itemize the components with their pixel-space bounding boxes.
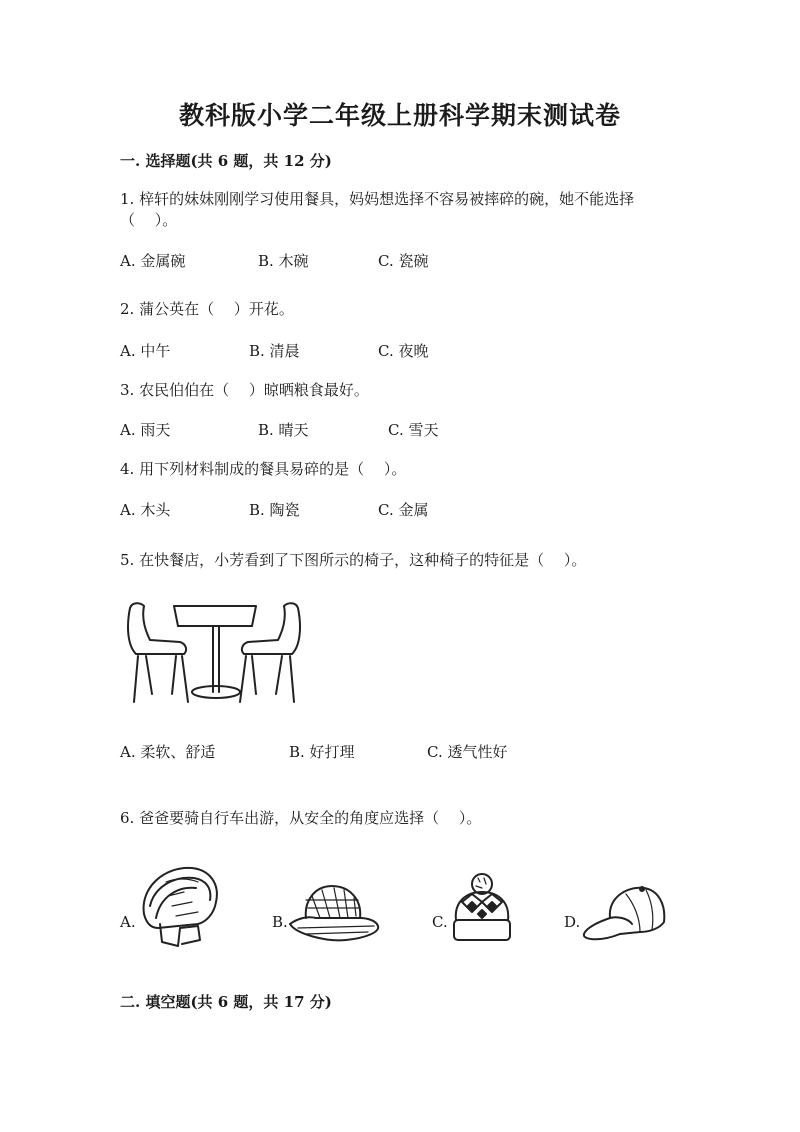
question-1-line-1: 1. 梓轩的妹妹刚刚学习使用餐具，妈妈想选择不容易被摔碎的碗，她不能选择: [120, 190, 635, 208]
straw-hat-icon: [286, 880, 382, 944]
table-chairs-icon: [124, 598, 304, 710]
question-4-option-c: C. 金属: [378, 501, 429, 519]
question-6-option-b-label: B.: [272, 913, 288, 931]
question-6-option-d-label: D.: [564, 913, 581, 931]
page-title: 教科版小学二年级上册科学期末测试卷: [178, 101, 621, 130]
question-3-option-b: B. 晴天: [258, 421, 309, 439]
question-6-text: 6. 爸爸要骑自行车出游，从安全的角度应选择（ ）。: [120, 809, 482, 827]
question-2-text: 2. 蒲公英在（ ）开花。: [120, 300, 294, 318]
question-5-option-c: C. 透气性好: [427, 743, 508, 761]
section-heading-fill-in: 二. 填空题(共 6 题，共 17 分): [120, 993, 332, 1011]
section-heading-choice: 一. 选择题(共 6 题，共 12 分): [120, 152, 332, 170]
bike-helmet-icon: [136, 862, 226, 948]
question-4-option-b: B. 陶瓷: [249, 501, 300, 519]
question-1-option-a: A. 金属碗: [120, 252, 186, 270]
question-6-option-a-label: A.: [120, 913, 136, 931]
question-1-option-c: C. 瓷碗: [378, 252, 429, 270]
baseball-cap-icon: [580, 884, 670, 946]
question-1-line-2: （ ）。: [120, 211, 178, 229]
question-1-option-b: B. 木碗: [258, 252, 309, 270]
knit-hat-icon: [446, 872, 518, 946]
question-4-option-a: A. 木头: [120, 501, 171, 519]
question-5-option-b: B. 好打理: [289, 743, 355, 761]
question-2-option-c: C. 夜晚: [378, 342, 429, 360]
question-3-text: 3. 农民伯伯在（ ）晾晒粮食最好。: [120, 381, 369, 399]
question-3-option-a: A. 雨天: [120, 421, 171, 439]
question-2-option-b: B. 清晨: [249, 342, 300, 360]
question-3-option-c: C. 雪天: [388, 421, 439, 439]
question-2-option-a: A. 中午: [120, 342, 171, 360]
question-4-text: 4. 用下列材料制成的餐具易碎的是（ ）。: [120, 460, 407, 478]
question-6-option-c-label: C.: [432, 913, 448, 931]
question-5-option-a: A. 柔软、舒适: [120, 743, 216, 761]
question-5-text: 5. 在快餐店，小芳看到了下图所示的椅子，这种椅子的特征是（ ）。: [120, 551, 587, 569]
